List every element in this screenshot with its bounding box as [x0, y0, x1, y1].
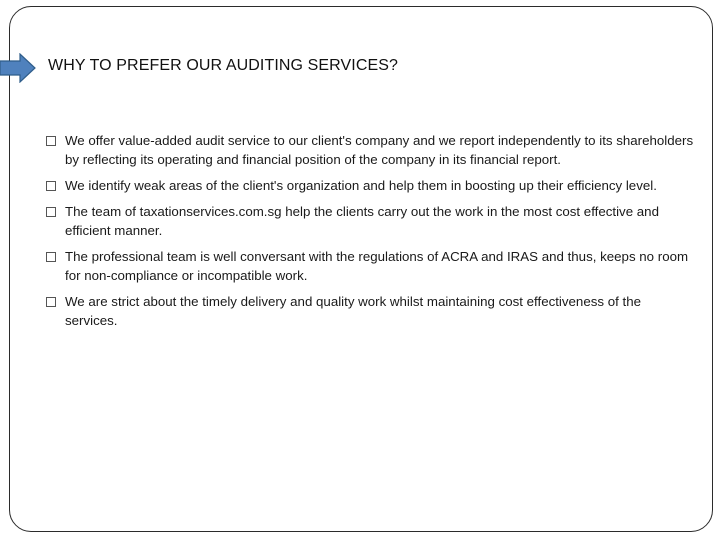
- bullet-text: We are strict about the timely delivery and quality work whilst maintaining cost effectiveness of the services.: [65, 294, 641, 328]
- square-bullet-icon: [46, 252, 56, 262]
- bullet-item: [46, 176, 694, 195]
- square-bullet-icon: [46, 297, 56, 307]
- bullet-item: [46, 202, 694, 240]
- square-bullet-icon: [46, 136, 56, 146]
- slide-title: WHY TO PREFER OUR AUDITING SERVICES?: [48, 57, 399, 74]
- bullet-text: We offer value-added audit service to our client's company and we report independently to its shareholders by reflecting its operating and financial position of the company in its financial report.: [65, 133, 694, 167]
- bullet-text: The team of taxationservices.com.sg help the clients carry out the work in the most cost effective and efficient manner.: [65, 204, 659, 238]
- square-bullet-icon: [46, 181, 56, 191]
- arrow-right-icon: [0, 53, 36, 83]
- bullet-item: [46, 292, 694, 330]
- bullet-text: We identify weak areas of the client's organization and help them in boosting up their efficiency level.: [65, 178, 657, 193]
- bullet-item: [46, 131, 694, 169]
- square-bullet-icon: [46, 207, 56, 217]
- bullet-text: The professional team is well conversant with the regulations of ACRA and IRAS and thus, keeps no room for non-compliance or incompatible work.: [65, 249, 689, 283]
- bullet-list: [46, 131, 694, 337]
- bullet-item: [46, 247, 694, 285]
